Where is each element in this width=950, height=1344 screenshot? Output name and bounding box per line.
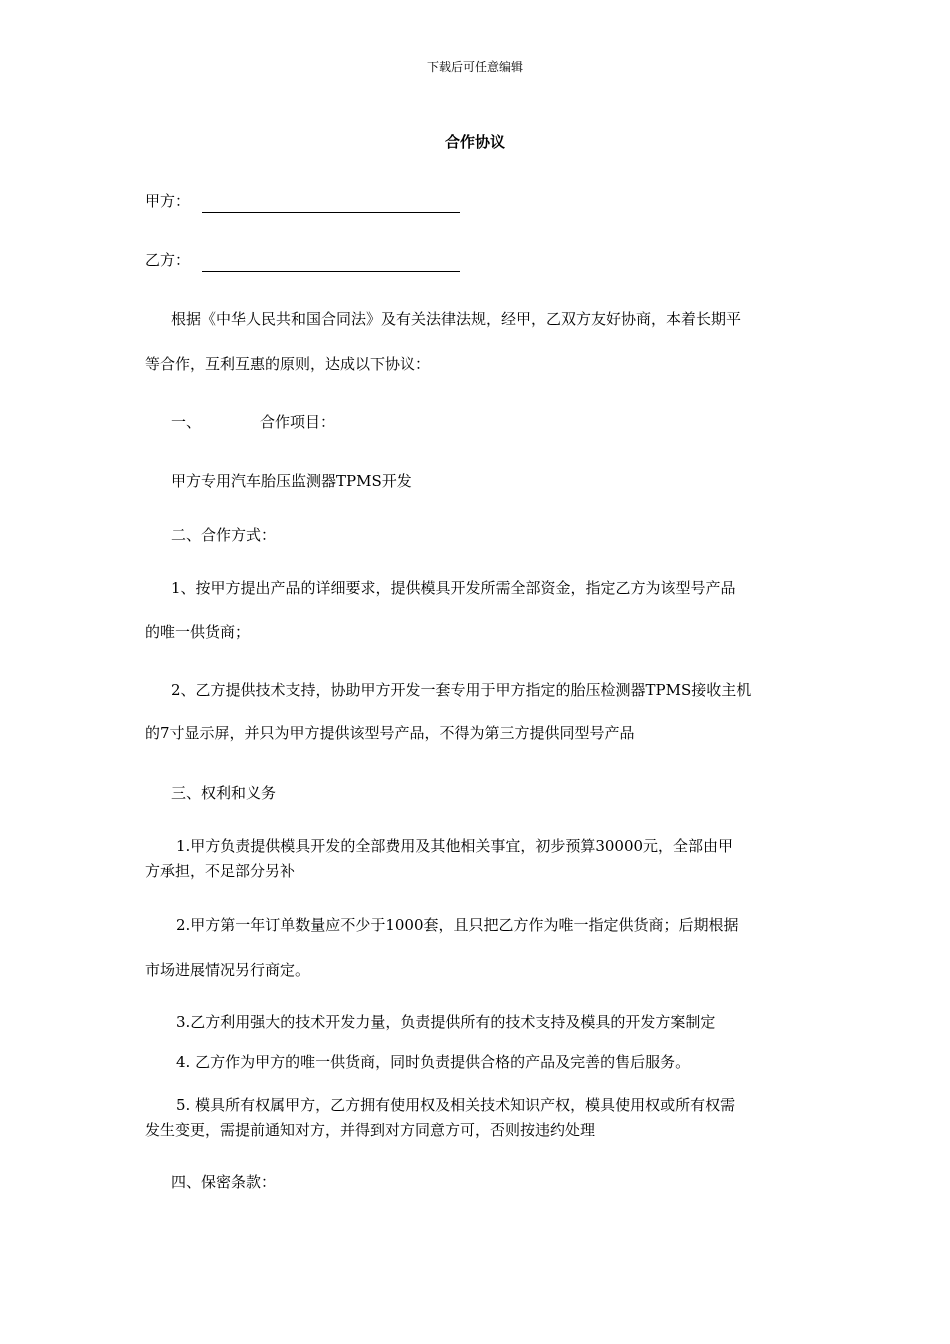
section3-item5-line2: 发生变更，需提前通知对方，并得到对方同意方可，否则按违约处理: [145, 1121, 596, 1139]
header-note: 下载后可任意编辑: [426, 60, 523, 74]
section3-item1-line1: 1.甲方负责提供模具开发的全部费用及其他相关事宜，初步预算30000元，全部由甲: [176, 837, 734, 855]
section2-heading: 二、合作方式：: [171, 526, 277, 544]
section2-item2-line1: 2、乙方提供技术支持，协助甲方开发一套专用于甲方指定的胎压检测器TPMS接收主机: [171, 681, 752, 699]
section3-item4: 4. 乙方作为甲方的唯一供货商，同时负责提供合格的产品及完善的售后服务。: [176, 1053, 691, 1071]
section3-item1-line2: 方承担，不足部分另补: [145, 862, 296, 880]
section3-item3: 3.乙方利用强大的技术开发力量，负责提供所有的技术支持及模具的开发方案制定: [176, 1013, 716, 1031]
party-a-signature-line: [202, 212, 460, 213]
section3-item2-line2: 市场进展情况另行商定。: [145, 961, 311, 979]
section3-heading: 三、权利和义务: [171, 784, 277, 802]
intro-line-2: 等合作，互利互惠的原则，达成以下协议：: [145, 355, 431, 373]
section1-content: 甲方专用汽车胎压监测器TPMS开发: [171, 472, 412, 490]
party-b-label: 乙方：: [145, 251, 191, 269]
section1-heading: 合作项目：: [260, 413, 336, 431]
section2-item1-line2: 的唯一供货商；: [145, 623, 251, 641]
section4-heading: 四、保密条款：: [171, 1173, 277, 1191]
section3-item5-line1: 5. 模具所有权属甲方，乙方拥有使用权及相关技术知识产权，模具使用权或所有权需: [176, 1096, 736, 1114]
section3-item2-line1: 2.甲方第一年订单数量应不少于1000套，且只把乙方作为唯一指定供货商；后期根据: [176, 916, 739, 934]
section1-number: 一、: [171, 413, 202, 431]
section2-item1-line1: 1、按甲方提出产品的详细要求，提供模具开发所需全部资金，指定乙方为该型号产品: [171, 579, 736, 597]
intro-line-1: 根据《中华人民共和国合同法》及有关法律法规，经甲，乙双方友好协商，本着长期平: [171, 310, 742, 328]
party-a-label: 甲方：: [145, 192, 191, 210]
document-title: 合作协议: [444, 133, 505, 151]
party-b-signature-line: [202, 271, 460, 272]
section2-item2-line2: 的7寸显示屏，并只为甲方提供该型号产品，不得为第三方提供同型号产品: [145, 724, 635, 742]
